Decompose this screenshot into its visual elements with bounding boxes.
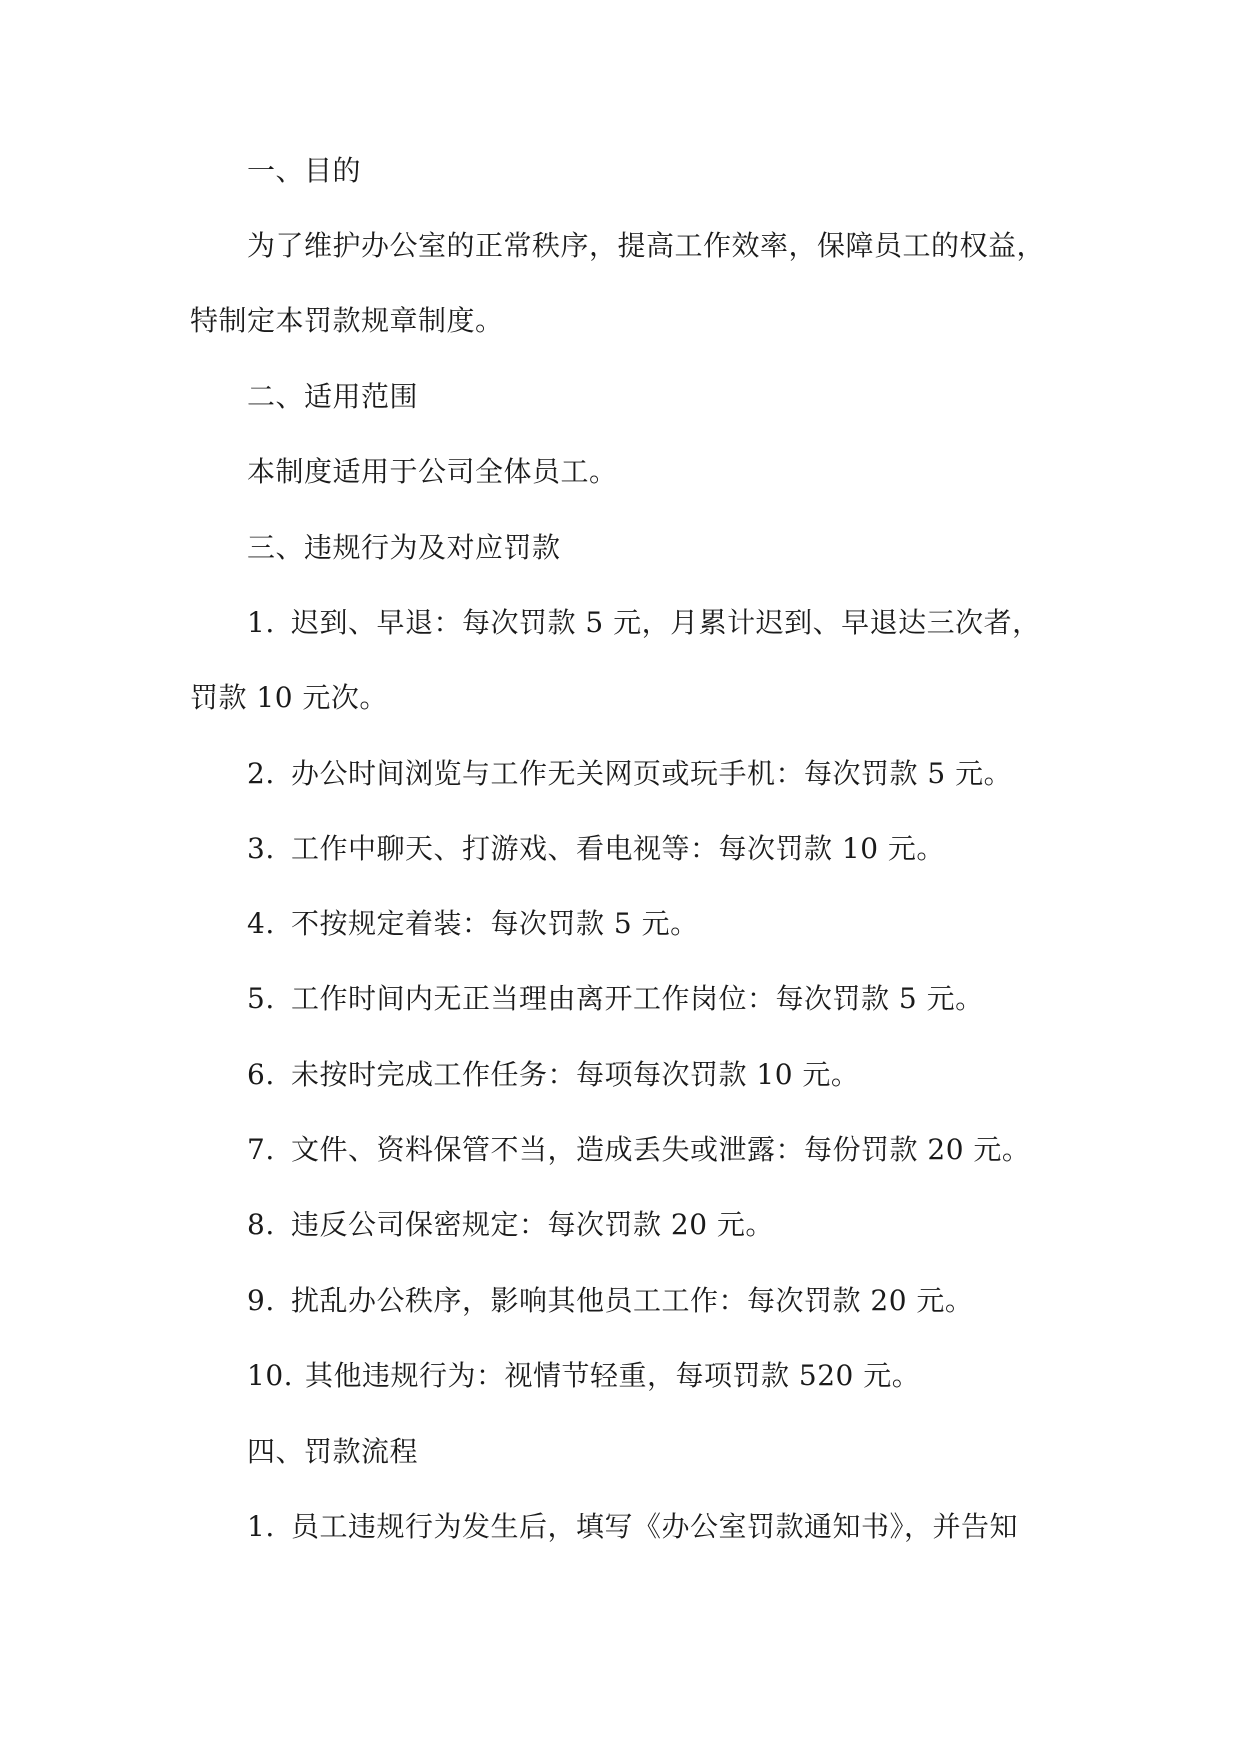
list-item-continuation: 罚款 10 元次。 bbox=[190, 681, 388, 714]
list-item-number: 4. bbox=[247, 907, 275, 940]
list-item-text: 办公时间浏览与工作无关网页或玩手机：每次罚款 5 元。 bbox=[291, 757, 1013, 790]
list-item-number: 5. bbox=[247, 982, 275, 1015]
list-item-text: 扰乱办公秩序，影响其他员工工作：每次罚款 20 元。 bbox=[291, 1284, 974, 1317]
section-2-paragraph: 本制度适用于公司全体员工。 bbox=[247, 455, 618, 488]
list-item-text: 不按规定着装：每次罚款 5 元。 bbox=[291, 907, 699, 940]
list-item bbox=[247, 605, 1041, 641]
list-item bbox=[247, 981, 984, 1017]
list-item-number: 1. bbox=[247, 606, 275, 639]
list-item bbox=[247, 1509, 1018, 1545]
list-item bbox=[247, 756, 1012, 792]
list-item-number: 7. bbox=[247, 1133, 275, 1166]
list-item bbox=[247, 1057, 859, 1093]
list-item-number: 9. bbox=[247, 1284, 275, 1317]
list-item-text: 违反公司保密规定：每次罚款 20 元。 bbox=[291, 1208, 774, 1241]
list-item bbox=[247, 831, 945, 867]
section-4-heading: 四、罚款流程 bbox=[247, 1435, 419, 1468]
list-item bbox=[247, 906, 699, 942]
list-item-text: 工作中聊天、打游戏、看电视等：每次罚款 10 元。 bbox=[291, 832, 945, 865]
list-item-text: 其他违规行为：视情节轻重，每项罚款 520 元。 bbox=[305, 1359, 921, 1392]
section-1-heading: 一、目的 bbox=[247, 154, 362, 187]
list-item-number: 6. bbox=[247, 1058, 275, 1091]
list-item-number: 3. bbox=[247, 832, 275, 865]
list-item-number: 1. bbox=[247, 1510, 275, 1543]
section-1-paragraph-line-2: 特制定本罚款规章制度。 bbox=[190, 304, 504, 337]
section-1-paragraph-line-1: 为了维护办公室的正常秩序，提高工作效率，保障员工的权益， bbox=[247, 229, 1046, 262]
section-2-heading: 二、适用范围 bbox=[247, 380, 419, 413]
list-item-number: 8. bbox=[247, 1208, 275, 1241]
list-item-text: 员工违规行为发生后，填写《办公室罚款通知书》，并告知 bbox=[291, 1510, 1019, 1543]
list-item-text: 工作时间内无正当理由离开工作岗位：每次罚款 5 元。 bbox=[291, 982, 984, 1015]
list-item-text: 迟到、早退：每次罚款 5 元，月累计迟到、早退达三次者， bbox=[291, 606, 1041, 639]
list-item-number: 2. bbox=[247, 757, 275, 790]
list-item bbox=[247, 1358, 920, 1394]
list-item-text: 未按时完成工作任务：每项每次罚款 10 元。 bbox=[291, 1058, 860, 1091]
list-item bbox=[247, 1132, 1030, 1168]
list-item-text: 文件、资料保管不当，造成丢失或泄露：每份罚款 20 元。 bbox=[291, 1133, 1031, 1166]
list-item bbox=[247, 1283, 973, 1319]
list-item-number: 10. bbox=[247, 1359, 294, 1392]
section-3-heading: 三、违规行为及对应罚款 bbox=[247, 531, 561, 564]
list-item bbox=[247, 1207, 774, 1243]
